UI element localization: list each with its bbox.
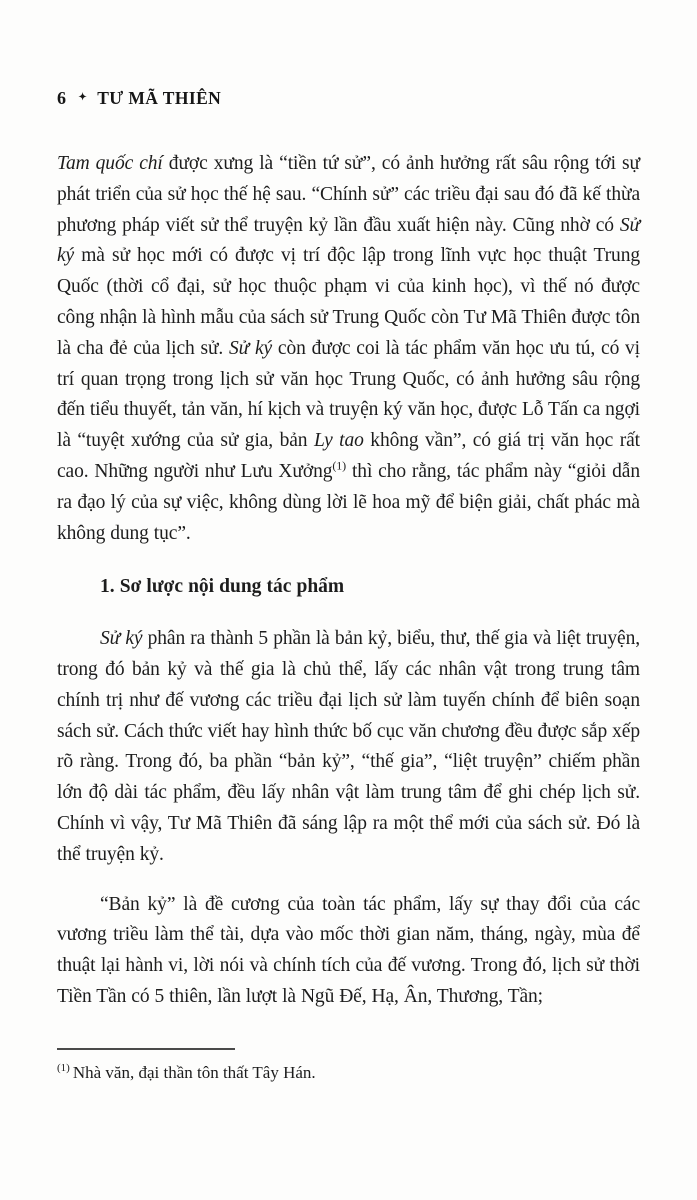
body-text: “Bản kỷ” là đề cương của toàn tác phẩm, lấy sự thay đổi của các vương triều làm thể tài, dựa vào mốc thời gian năm, tháng, ngày, mùa để thuật lại hành vi, lời nói và chính tích của đế vương. Trong đó, lịch sử thời Tiền Tần có 5 thiên, lần lượt là Ngũ Đế, Hạ, Ân, Thương, Tần; [57,893,640,1007]
body-text: còn được coi là tác phẩm văn học ưu tú, có vị trí quan trọng trong lịch sử văn học Trung Quốc, có ảnh hưởng sâu rộng đến tiểu thuyết, tản văn, hí kịch và truyện ký văn học, được Lỗ Tấn ca ngợi là “tuyệt xướng của sử gia, bản [57,337,640,452]
footnote-area [57,1048,640,1085]
italic-title-text: Ly tao [313,430,364,452]
footnote-marker: (1) [57,1062,70,1075]
page-number: 6 [57,88,67,108]
running-header [57,88,640,109]
footnote-ref: (1) [332,458,347,473]
paragraph [57,624,640,870]
page-body [57,149,640,1013]
body-text: mà sử học mới có được vị trí độc lập trong lĩnh vực học thuật Trung Quốc (thời cổ đại, sử học thuộc phạm vi của kinh học), vì thế nó được công nhận là hình mẫu của sách sử Trung Quốc còn Tư Mã Thiên được tôn là cha đẻ của lịch sử. [57,245,640,359]
section-heading: 1. Sơ lược nội dung tác phẩm [100,576,345,598]
paragraph [57,890,640,1013]
footnote-text: Nhà văn, đại thần tôn thất Tây Hán. [72,1063,316,1082]
body-text: được xưng là “tiền tứ sử”, có ảnh hưởng rất sâu rộng tới sự phát triển của sử học thế hệ sau. “Chính sử” các triều đại sau đó đã kế thừa phương pháp viết sử thể truyện kỷ lần đầu xuất hiện này. Cũng nhờ có [57,153,640,236]
italic-title-text: Sử ký [57,214,640,267]
italic-title-text: Sử ký [100,628,143,650]
diamond-separator-icon: ✦ [78,92,88,103]
running-title: TƯ MÃ THIÊN [97,88,222,108]
paragraph [57,149,640,549]
body-text: không vần”, có giá trị văn học rất cao. Những người như Lưu Xưởng [57,430,640,482]
body-text: thì cho rằng, tác phẩm này “giỏi dẫn ra đạo lý của sự việc, không dùng lời lẽ hoa mỹ để biện giải, chất phác mà không dung tục”. [57,460,640,544]
italic-title-text: Sử ký [229,337,273,359]
footnote [57,1061,640,1085]
italic-title-text: Tam quốc chí [57,153,163,174]
footnote-rule [57,1048,235,1050]
body-text: phân ra thành 5 phần là bản kỷ, biểu, thư, thế gia và liệt truyện, trong đó bản kỷ và thế gia là chủ thể, lấy các nhân vật trong trung tâm chính trị như đế vương các triều đại lịch sử làm tuyến chính để biên soạn sách sử. Cách thức viết hay hình thức bố cục văn chương đều được sắp xếp rõ ràng. Trong đó, ba phần “bản kỷ”, “thế gia”, “liệt truyện” chiếm phần lớn độ dài tác phẩm, đều lấy nhân vật làm trung tâm để ghi chép lịch sử. Chính vì vậy, Tư Mã Thiên đã sáng lập ra một thể mới của sách sử. Đó là thể truyện kỷ. [57,628,640,865]
